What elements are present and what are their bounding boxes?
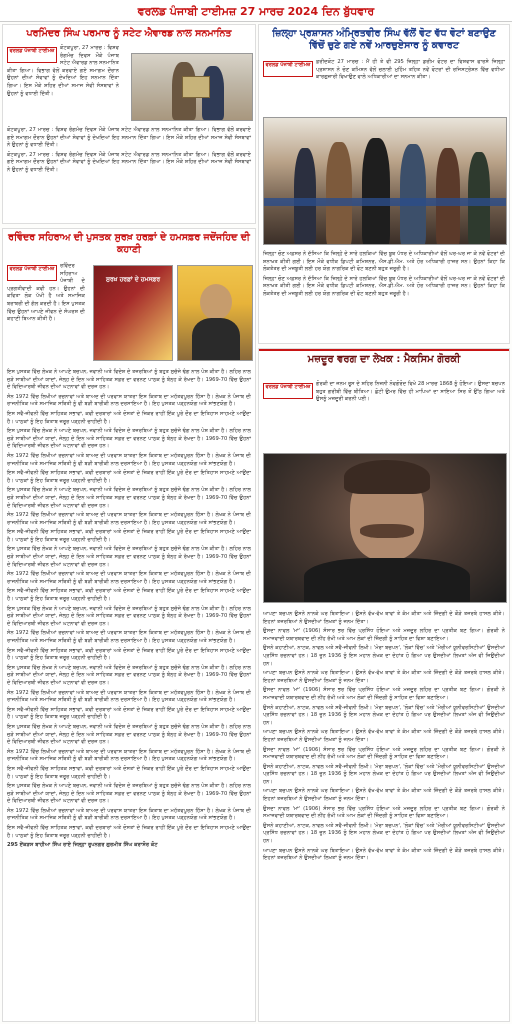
story1-paragraph: ਕੋਟਕਪੂਰਾ, 27 ਮਾਰਚ : ਵਿਸ਼ਵ ਰੰਗਮੰਚ ਦਿਵਸ ਮੌਕੇ ਪੰਜਾਬ ਸਟੇਟ ਐਵਾਰਡ ਨਾਲ ਸਨਮਾਨਿਤ ਕੀਤਾ ਗਿਆ। ਵਿਭਾਗ ਵੱਲੋਂ ਕਰਵਾਏ ਗਏ ਸਮਾਗਮ ਦੌਰਾਨ ਉਹਨਾਂ ਦੀਆਂ ਸੇਵਾਵਾਂ ਨੂੰ ਦੇਖਦਿਆਂ ਇਹ ਸਨਮਾਨ ਦਿੱਤਾ ਗਿਆ। ਇਸ ਮੌਕੇ ਸ਼ਹਿਰ ਦੀਆਂ ਸਮਾਜ ਸੇਵੀ ਸੰਸਥਾਵਾਂ ਨੇ ਉਹਨਾਂ ਨੂੰ ਵਧਾਈ ਦਿੱਤੀ।	[7, 45, 119, 97]
story3-body: ਜ਼ਿਲ੍ਹਾ ਚੋਣ ਅਫ਼ਸਰ ਨੇ ਦੱਸਿਆ ਕਿ ਜ਼ਿਲ੍ਹੇ ਦੇ ਸਾਰੇ ਹਲਕਿਆਂ ਵਿੱਚ ਬੂਥ ਪੱਧਰ ਦੇ ਅਧਿਕਾਰੀਆਂ ਵੱਲੋਂ ਘਰ-ਘਰ ਜਾ ਕੇ ਨਵੇਂ ਵੋਟਰਾਂ ਦੀ ਸ਼ਨਾਖ਼ਤ ਕੀਤੀ ਗਈ। ਇਸ ਮੌਕੇ ਵਧੀਕ ਡਿਪਟੀ ਕਮਿਸ਼ਨਰ, ਐਸ.ਡੀ.ਐਮ. ਅਤੇ ਹੋਰ ਅਧਿਕਾਰੀ ਹਾਜ਼ਰ ਸਨ। ਉਹਨਾਂ ਕਿਹਾ ਕਿ ਲੋਕਤੰਤਰ ਦੀ ਮਜ਼ਬੂਤੀ ਲਈ ਹਰ ਯੋਗ ਨਾਗਰਿਕ ਦੀ ਵੋਟ ਬਣਨੀ ਬਹੁਤ ਜ਼ਰੂਰੀ ਹੈ। ਜ਼ਿਲ੍ਹਾ ਚੋਣ ਅਫ਼ਸਰ ਨੇ ਦੱਸਿਆ ਕਿ ਜ਼ਿਲ੍ਹੇ ਦੇ ਸਾਰੇ ਹਲਕਿਆਂ ਵਿੱਚ ਬੂਥ ਪੱਧਰ ਦੇ ਅਧਿਕਾਰੀਆਂ ਵੱਲੋਂ ਘਰ-ਘਰ ਜਾ ਕੇ ਨਵੇਂ ਵੋਟਰਾਂ ਦੀ ਸ਼ਨਾਖ਼ਤ ਕੀਤੀ ਗਈ। ਇਸ ਮੌਕੇ ਵਧੀਕ ਡਿਪਟੀ ਕਮਿਸ਼ਨਰ, ਐਸ.ਡੀ.ਐਮ. ਅਤੇ ਹੋਰ ਅਧਿਕਾਰੀ ਹਾਜ਼ਰ ਸਨ। ਉਹਨਾਂ ਕਿਹਾ ਕਿ ਲੋਕਤੰਤਰ ਦੀ ਮਜ਼ਬੂਤੀ ਲਈ ਹਰ ਯੋਗ ਨਾਗਰਿਕ ਦੀ ਵੋਟ ਬਣਨੀ ਬਹੁਤ ਜ਼ਰੂਰੀ ਹੈ।	[263, 251, 505, 297]
story4-body: ਆਪਣਾ ਬਚਪਨ ਉਸਨੇ ਨਾਨਕੇ ਘਰ ਬਿਤਾਇਆ। ਉਸਨੇ ਵੱਖ-ਵੱਖ ਥਾਵਾਂ ਤੇ ਕੰਮ ਕੀਤਾ ਅਤੇ ਜ਼ਿੰਦਗੀ ਦੇ ਕੌੜੇ ਤਜਰਬੇ ਹਾਸਲ ਕੀਤੇ। ਇਹਨਾਂ ਤਜਰਬਿਆਂ ਨੇ ਉਸਦੀਆਂ ਲਿਖਤਾਂ ਨੂੰ ਜਨਮ ਦਿੱਤਾ। ਉਸਦਾ ਨਾਵਲ 'ਮਾਂ' (1906) ਸੰਸਾਰ ਭਰ ਵਿੱਚ ਪ੍ਰਸਿੱਧ ਹੋਇਆ ਅਤੇ ਮਜ਼ਦੂਰ ਲਹਿਰ ਦਾ ਪ੍ਰਤੀਕ ਬਣ ਗਿਆ। ਗੋਰਕੀ ਨੇ ਸਮਾਜਵਾਦੀ ਯਥਾਰਥਵਾਦ ਦੀ ਨੀਂਹ ਰੱਖੀ ਅਤੇ ਆਮ ਲੋਕਾਂ ਦੀ ਜ਼ਿੰਦਗੀ ਨੂੰ ਸਾਹਿਤ ਦਾ ਵਿਸ਼ਾ ਬਣਾਇਆ। ਉਸਨੇ ਕਹਾਣੀਆਂ, ਨਾਟਕ, ਨਾਵਲ ਅਤੇ ਸਵੈ-ਜੀਵਨੀ ਲਿਖੀ। 'ਮੇਰਾ ਬਚਪਨ', 'ਲੋਕਾਂ ਵਿੱਚ' ਅਤੇ 'ਮੇਰੀਆਂ ਯੂਨੀਵਰਸਿਟੀਆਂ' ਉਸਦੀਆਂ ਪ੍ਰਸਿੱਧ ਰਚਨਾਵਾਂ ਹਨ। 18 ਜੂਨ 1936 ਨੂੰ ਇਸ ਮਹਾਨ ਲੇਖਕ ਦਾ ਦੇਹਾਂਤ ਹੋ ਗਿਆ ਪਰ ਉਸਦੀਆਂ ਲਿਖਤਾਂ ਅੱਜ ਵੀ ਜਿਉਂਦੀਆਂ ਹਨ। ਆਪਣਾ ਬਚਪਨ ਉਸਨੇ ਨਾਨਕੇ ਘਰ ਬਿਤਾਇਆ। ਉਸਨੇ ਵੱਖ-ਵੱਖ ਥਾਵਾਂ ਤੇ ਕੰਮ ਕੀਤਾ ਅਤੇ ਜ਼ਿੰਦਗੀ ਦੇ ਕੌੜੇ ਤਜਰਬੇ ਹਾਸਲ ਕੀਤੇ। ਇਹਨਾਂ ਤਜਰਬਿਆਂ ਨੇ ਉਸਦੀਆਂ ਲਿਖਤਾਂ ਨੂੰ ਜਨਮ ਦਿੱਤਾ। ਉਸਦਾ ਨਾਵਲ 'ਮਾਂ' (1906) ਸੰਸਾਰ ਭਰ ਵਿੱਚ ਪ੍ਰਸਿੱਧ ਹੋਇਆ ਅਤੇ ਮਜ਼ਦੂਰ ਲਹਿਰ ਦਾ ਪ੍ਰਤੀਕ ਬਣ ਗਿਆ। ਗੋਰਕੀ ਨੇ ਸਮਾਜਵਾਦੀ ਯਥਾਰਥਵਾਦ ਦੀ ਨੀਂਹ ਰੱਖੀ ਅਤੇ ਆਮ ਲੋਕਾਂ ਦੀ ਜ਼ਿੰਦਗੀ ਨੂੰ ਸਾਹਿਤ ਦਾ ਵਿਸ਼ਾ ਬਣਾਇਆ। ਉਸਨੇ ਕਹਾਣੀਆਂ, ਨਾਟਕ, ਨਾਵਲ ਅਤੇ ਸਵੈ-ਜੀਵਨੀ ਲਿਖੀ। 'ਮੇਰਾ ਬਚਪਨ', 'ਲੋਕਾਂ ਵਿੱਚ' ਅਤੇ 'ਮੇਰੀਆਂ ਯੂਨੀਵਰਸਿਟੀਆਂ' ਉਸਦੀਆਂ ਪ੍ਰਸਿੱਧ ਰਚਨਾਵਾਂ ਹਨ। 18 ਜੂਨ 1936 ਨੂੰ ਇਸ ਮਹਾਨ ਲੇਖਕ ਦਾ ਦੇਹਾਂਤ ਹੋ ਗਿਆ ਪਰ ਉਸਦੀਆਂ ਲਿਖਤਾਂ ਅੱਜ ਵੀ ਜਿਉਂਦੀਆਂ ਹਨ। ਆਪਣਾ ਬਚਪਨ ਉਸਨੇ ਨਾਨਕੇ ਘਰ ਬਿਤਾਇਆ। ਉਸਨੇ ਵੱਖ-ਵੱਖ ਥਾਵਾਂ ਤੇ ਕੰਮ ਕੀਤਾ ਅਤੇ ਜ਼ਿੰਦਗੀ ਦੇ ਕੌੜੇ ਤਜਰਬੇ ਹਾਸਲ ਕੀਤੇ। ਇਹਨਾਂ ਤਜਰਬਿਆਂ ਨੇ ਉਸਦੀਆਂ ਲਿਖਤਾਂ ਨੂੰ ਜਨਮ ਦਿੱਤਾ। ਉਸਦਾ ਨਾਵਲ 'ਮਾਂ' (1906) ਸੰਸਾਰ ਭਰ ਵਿੱਚ ਪ੍ਰਸਿੱਧ ਹੋਇਆ ਅਤੇ ਮਜ਼ਦੂਰ ਲਹਿਰ ਦਾ ਪ੍ਰਤੀਕ ਬਣ ਗਿਆ। ਗੋਰਕੀ ਨੇ ਸਮਾਜਵਾਦੀ ਯਥਾਰਥਵਾਦ ਦੀ ਨੀਂਹ ਰੱਖੀ ਅਤੇ ਆਮ ਲੋਕਾਂ ਦੀ ਜ਼ਿੰਦਗੀ ਨੂੰ ਸਾਹਿਤ ਦਾ ਵਿਸ਼ਾ ਬਣਾਇਆ। ਉਸਨੇ ਕਹਾਣੀਆਂ, ਨਾਟਕ, ਨਾਵਲ ਅਤੇ ਸਵੈ-ਜੀਵਨੀ ਲਿਖੀ। 'ਮੇਰਾ ਬਚਪਨ', 'ਲੋਕਾਂ ਵਿੱਚ' ਅਤੇ 'ਮੇਰੀਆਂ ਯੂਨੀਵਰਸਿਟੀਆਂ' ਉਸਦੀਆਂ ਪ੍ਰਸਿੱਧ ਰਚਨਾਵਾਂ ਹਨ। 18 ਜੂਨ 1936 ਨੂੰ ਇਸ ਮਹਾਨ ਲੇਖਕ ਦਾ ਦੇਹਾਂਤ ਹੋ ਗਿਆ ਪਰ ਉਸਦੀਆਂ ਲਿਖਤਾਂ ਅੱਜ ਵੀ ਜਿਉਂਦੀਆਂ ਹਨ। ਆਪਣਾ ਬਚਪਨ ਉਸਨੇ ਨਾਨਕੇ ਘਰ ਬਿਤਾਇਆ। ਉਸਨੇ ਵੱਖ-ਵੱਖ ਥਾਵਾਂ ਤੇ ਕੰਮ ਕੀਤਾ ਅਤੇ ਜ਼ਿੰਦਗੀ ਦੇ ਕੌੜੇ ਤਜਰਬੇ ਹਾਸਲ ਕੀਤੇ। ਇਹਨਾਂ ਤਜਰਬਿਆਂ ਨੇ ਉਸਦੀਆਂ ਲਿਖਤਾਂ ਨੂੰ ਜਨਮ ਦਿੱਤਾ। ਉਸਦਾ ਨਾਵਲ 'ਮਾਂ' (1906) ਸੰਸਾਰ ਭਰ ਵਿੱਚ ਪ੍ਰਸਿੱਧ ਹੋਇਆ ਅਤੇ ਮਜ਼ਦੂਰ ਲਹਿਰ ਦਾ ਪ੍ਰਤੀਕ ਬਣ ਗਿਆ। ਗੋਰਕੀ ਨੇ ਸਮਾਜਵਾਦੀ ਯਥਾਰਥਵਾਦ ਦੀ ਨੀਂਹ ਰੱਖੀ ਅਤੇ ਆਮ ਲੋਕਾਂ ਦੀ ਜ਼ਿੰਦਗੀ ਨੂੰ ਸਾਹਿਤ ਦਾ ਵਿਸ਼ਾ ਬਣਾਇਆ। ਉਸਨੇ ਕਹਾਣੀਆਂ, ਨਾਟਕ, ਨਾਵਲ ਅਤੇ ਸਵੈ-ਜੀਵਨੀ ਲਿਖੀ। 'ਮੇਰਾ ਬਚਪਨ', 'ਲੋਕਾਂ ਵਿੱਚ' ਅਤੇ 'ਮੇਰੀਆਂ ਯੂਨੀਵਰਸਿਟੀਆਂ' ਉਸਦੀਆਂ ਪ੍ਰਸਿੱਧ ਰਚਨਾਵਾਂ ਹਨ। 18 ਜੂਨ 1936 ਨੂੰ ਇਸ ਮਹਾਨ ਲੇਖਕ ਦਾ ਦੇਹਾਂਤ ਹੋ ਗਿਆ ਪਰ ਉਸਦੀਆਂ ਲਿਖਤਾਂ ਅੱਜ ਵੀ ਜਿਉਂਦੀਆਂ ਹਨ। ਆਪਣਾ ਬਚਪਨ ਉਸਨੇ ਨਾਨਕੇ ਘਰ ਬਿਤਾਇਆ। ਉਸਨੇ ਵੱਖ-ਵੱਖ ਥਾਵਾਂ ਤੇ ਕੰਮ ਕੀਤਾ ਅਤੇ ਜ਼ਿੰਦਗੀ ਦੇ ਕੌੜੇ ਤਜਰਬੇ ਹਾਸਲ ਕੀਤੇ। ਇਹਨਾਂ ਤਜਰਬਿਆਂ ਨੇ ਉਸਦੀਆਂ ਲਿਖਤਾਂ ਨੂੰ ਜਨਮ ਦਿੱਤਾ।	[263, 611, 505, 862]
right-column	[258, 24, 510, 1022]
gorky-portrait-photo	[263, 453, 507, 603]
book-cover-photo	[93, 265, 173, 361]
award-photo	[131, 53, 253, 121]
story4-headline: ਮਜ਼ਦੂਰ ਵਰਗ ਦਾ ਲੇਖਕ : ਮੈਕਸਿਮ ਗੋਰਕੀ	[307, 354, 461, 365]
story-voter-award	[258, 24, 510, 344]
author-photo	[177, 265, 253, 361]
story2-reviewer: 295 ਏਂਕੜਸ ਬਾਹੀਆ ਸਿੰਘ ਰਾਏ ਜਿਲ੍ਹਾ ਰੂਪਨਗਰ ਗੁਰਮੀਤ ਸਿੰਘ ਕਰਾਸੋਰ ਕੋਟ	[7, 842, 158, 849]
story-maxim-gorky	[258, 348, 510, 1022]
story4-intro: ਵਰਲਡ ਪੰਜਾਬੀ ਟਾਈਮਜ਼ ਗੋਰਕੀ ਦਾ ਜਨਮ ਰੂਸ ਦੇ ਸ਼ਹਿਰ ਨਿਜ਼ਨੀ ਨੋਵਗੋਰੋਦ ਵਿਖੇ 28 ਮਾਰਚ 1868 ਨੂੰ ਹੋਇਆ। ਉਸਦਾ ਬਚਪਨ ਬਹੁਤ ਗਰੀਬੀ ਵਿੱਚ ਬੀਤਿਆ। ਛੋਟੀ ਉਮਰ ਵਿੱਚ ਹੀ ਮਾਪਿਆਂ ਦਾ ਸਾਇਆ ਸਿਰ ਤੋਂ ਉੱਠ ਗਿਆ ਅਤੇ ਉਸਨੂੰ ਮਜ਼ਦੂਰੀ ਕਰਨੀ ਪਈ।	[259, 379, 509, 408]
story-book-review	[2, 228, 256, 1022]
story2-body: ਇਸ ਪੁਸਤਕ ਵਿੱਚ ਲੇਖਕ ਨੇ ਆਪਣੇ ਬਚਪਨ, ਜਵਾਨੀ ਅਤੇ ਵਿਦੇਸ਼ ਦੇ ਤਜਰਬਿਆਂ ਨੂੰ ਬਹੁਤ ਸੁਚੱਜੇ ਢੰਗ ਨਾਲ ਪੇਸ਼ ਕੀਤਾ ਹੈ। ਲਹਿਰ ਨਾਲ ਜੁੜੇ ਸਾਥੀਆਂ ਦੀਆਂ ਯਾਦਾਂ, ਜੇਲ੍ਹ ਦੇ ਦਿਨ ਅਤੇ ਸਾਹਿਤਕ ਸਫ਼ਰ ਦਾ ਵਰਨਣ ਪਾਠਕ ਨੂੰ ਬੰਨ੍ਹ ਕੇ ਰੱਖਦਾ ਹੈ। 1969-70 ਵਿੱਚ ਉਹਨਾਂ ਦੇ ਵਿਦਿਆਰਥੀ ਜੀਵਨ ਦੀਆਂ ਘਟਨਾਵਾਂ ਵੀ ਦਰਜ ਹਨ। ਸੰਨ 1972 ਵਿੱਚ ਲਿਖੀਆਂ ਰਚਨਾਵਾਂ ਅਤੇ ਬਾਅਦ ਦੀ ਪਰਵਾਸ ਯਾਤਰਾ ਇਸ ਕਿਤਾਬ ਦਾ ਮਹੱਤਵਪੂਰਨ ਹਿੱਸਾ ਹੈ। ਲੇਖਕ ਨੇ ਪੰਜਾਬ ਦੀ ਰਾਜਨੀਤਿਕ ਅਤੇ ਸਮਾਜਿਕ ਸਥਿਤੀ ਨੂੰ ਵੀ ਬੜੀ ਬਾਰੀਕੀ ਨਾਲ ਦਰਸਾਇਆ ਹੈ। ਇਹ ਪੁਸਤਕ ਪੜ੍ਹਨਯੋਗ ਅਤੇ ਸਾਂਭਣਯੋਗ ਹੈ। ਇਸ ਸਵੈ-ਜੀਵਨੀ ਵਿੱਚ ਸਾਹਿਤਕ ਸਭਾਵਾਂ, ਕਵੀ ਦਰਬਾਰਾਂ ਅਤੇ ਦੋਸਤਾਂ ਦੇ ਜ਼ਿਕਰ ਰਾਹੀਂ ਇੱਕ ਪੂਰੇ ਦੌਰ ਦਾ ਇਤਿਹਾਸ ਸਾਹਮਣੇ ਆਉਂਦਾ ਹੈ। ਪਾਠਕਾਂ ਨੂੰ ਇਹ ਕਿਤਾਬ ਜ਼ਰੂਰ ਪੜ੍ਹਨੀ ਚਾਹੀਦੀ ਹੈ। ਇਸ ਪੁਸਤਕ ਵਿੱਚ ਲੇਖਕ ਨੇ ਆਪਣੇ ਬਚਪਨ, ਜਵਾਨੀ ਅਤੇ ਵਿਦੇਸ਼ ਦੇ ਤਜਰਬਿਆਂ ਨੂੰ ਬਹੁਤ ਸੁਚੱਜੇ ਢੰਗ ਨਾਲ ਪੇਸ਼ ਕੀਤਾ ਹੈ। ਲਹਿਰ ਨਾਲ ਜੁੜੇ ਸਾਥੀਆਂ ਦੀਆਂ ਯਾਦਾਂ, ਜੇਲ੍ਹ ਦੇ ਦਿਨ ਅਤੇ ਸਾਹਿਤਕ ਸਫ਼ਰ ਦਾ ਵਰਨਣ ਪਾਠਕ ਨੂੰ ਬੰਨ੍ਹ ਕੇ ਰੱਖਦਾ ਹੈ। 1969-70 ਵਿੱਚ ਉਹਨਾਂ ਦੇ ਵਿਦਿਆਰਥੀ ਜੀਵਨ ਦੀਆਂ ਘਟਨਾਵਾਂ ਵੀ ਦਰਜ ਹਨ। ਸੰਨ 1972 ਵਿੱਚ ਲਿਖੀਆਂ ਰਚਨਾਵਾਂ ਅਤੇ ਬਾਅਦ ਦੀ ਪਰਵਾਸ ਯਾਤਰਾ ਇਸ ਕਿਤਾਬ ਦਾ ਮਹੱਤਵਪੂਰਨ ਹਿੱਸਾ ਹੈ। ਲੇਖਕ ਨੇ ਪੰਜਾਬ ਦੀ ਰਾਜਨੀਤਿਕ ਅਤੇ ਸਮਾਜਿਕ ਸਥਿਤੀ ਨੂੰ ਵੀ ਬੜੀ ਬਾਰੀਕੀ ਨਾਲ ਦਰਸਾਇਆ ਹੈ। ਇਹ ਪੁਸਤਕ ਪੜ੍ਹਨਯੋਗ ਅਤੇ ਸਾਂਭਣਯੋਗ ਹੈ। ਇਸ ਸਵੈ-ਜੀਵਨੀ ਵਿੱਚ ਸਾਹਿਤਕ ਸਭਾਵਾਂ, ਕਵੀ ਦਰਬਾਰਾਂ ਅਤੇ ਦੋਸਤਾਂ ਦੇ ਜ਼ਿਕਰ ਰਾਹੀਂ ਇੱਕ ਪੂਰੇ ਦੌਰ ਦਾ ਇਤਿਹਾਸ ਸਾਹਮਣੇ ਆਉਂਦਾ ਹੈ। ਪਾਠਕਾਂ ਨੂੰ ਇਹ ਕਿਤਾਬ ਜ਼ਰੂਰ ਪੜ੍ਹਨੀ ਚਾਹੀਦੀ ਹੈ। ਇਸ ਪੁਸਤਕ ਵਿੱਚ ਲੇਖਕ ਨੇ ਆਪਣੇ ਬਚਪਨ, ਜਵਾਨੀ ਅਤੇ ਵਿਦੇਸ਼ ਦੇ ਤਜਰਬਿਆਂ ਨੂੰ ਬਹੁਤ ਸੁਚੱਜੇ ਢੰਗ ਨਾਲ ਪੇਸ਼ ਕੀਤਾ ਹੈ। ਲਹਿਰ ਨਾਲ ਜੁੜੇ ਸਾਥੀਆਂ ਦੀਆਂ ਯਾਦਾਂ, ਜੇਲ੍ਹ ਦੇ ਦਿਨ ਅਤੇ ਸਾਹਿਤਕ ਸਫ਼ਰ ਦਾ ਵਰਨਣ ਪਾਠਕ ਨੂੰ ਬੰਨ੍ਹ ਕੇ ਰੱਖਦਾ ਹੈ। 1969-70 ਵਿੱਚ ਉਹਨਾਂ ਦੇ ਵਿਦਿਆਰਥੀ ਜੀਵਨ ਦੀਆਂ ਘਟਨਾਵਾਂ ਵੀ ਦਰਜ ਹਨ। ਸੰਨ 1972 ਵਿੱਚ ਲਿਖੀਆਂ ਰਚਨਾਵਾਂ ਅਤੇ ਬਾਅਦ ਦੀ ਪਰਵਾਸ ਯਾਤਰਾ ਇਸ ਕਿਤਾਬ ਦਾ ਮਹੱਤਵਪੂਰਨ ਹਿੱਸਾ ਹੈ। ਲੇਖਕ ਨੇ ਪੰਜਾਬ ਦੀ ਰਾਜਨੀਤਿਕ ਅਤੇ ਸਮਾਜਿਕ ਸਥਿਤੀ ਨੂੰ ਵੀ ਬੜੀ ਬਾਰੀਕੀ ਨਾਲ ਦਰਸਾਇਆ ਹੈ। ਇਹ ਪੁਸਤਕ ਪੜ੍ਹਨਯੋਗ ਅਤੇ ਸਾਂਭਣਯੋਗ ਹੈ। ਇਸ ਸਵੈ-ਜੀਵਨੀ ਵਿੱਚ ਸਾਹਿਤਕ ਸਭਾਵਾਂ, ਕਵੀ ਦਰਬਾਰਾਂ ਅਤੇ ਦੋਸਤਾਂ ਦੇ ਜ਼ਿਕਰ ਰਾਹੀਂ ਇੱਕ ਪੂਰੇ ਦੌਰ ਦਾ ਇਤਿਹਾਸ ਸਾਹਮਣੇ ਆਉਂਦਾ ਹੈ। ਪਾਠਕਾਂ ਨੂੰ ਇਹ ਕਿਤਾਬ ਜ਼ਰੂਰ ਪੜ੍ਹਨੀ ਚਾਹੀਦੀ ਹੈ। ਇਸ ਪੁਸਤਕ ਵਿੱਚ ਲੇਖਕ ਨੇ ਆਪਣੇ ਬਚਪਨ, ਜਵਾਨੀ ਅਤੇ ਵਿਦੇਸ਼ ਦੇ ਤਜਰਬਿਆਂ ਨੂੰ ਬਹੁਤ ਸੁਚੱਜੇ ਢੰਗ ਨਾਲ ਪੇਸ਼ ਕੀਤਾ ਹੈ। ਲਹਿਰ ਨਾਲ ਜੁੜੇ ਸਾਥੀਆਂ ਦੀਆਂ ਯਾਦਾਂ, ਜੇਲ੍ਹ ਦੇ ਦਿਨ ਅਤੇ ਸਾਹਿਤਕ ਸਫ਼ਰ ਦਾ ਵਰਨਣ ਪਾਠਕ ਨੂੰ ਬੰਨ੍ਹ ਕੇ ਰੱਖਦਾ ਹੈ। 1969-70 ਵਿੱਚ ਉਹਨਾਂ ਦੇ ਵਿਦਿਆਰਥੀ ਜੀਵਨ ਦੀਆਂ ਘਟਨਾਵਾਂ ਵੀ ਦਰਜ ਹਨ। ਸੰਨ 1972 ਵਿੱਚ ਲਿਖੀਆਂ ਰਚਨਾਵਾਂ ਅਤੇ ਬਾਅਦ ਦੀ ਪਰਵਾਸ ਯਾਤਰਾ ਇਸ ਕਿਤਾਬ ਦਾ ਮਹੱਤਵਪੂਰਨ ਹਿੱਸਾ ਹੈ। ਲੇਖਕ ਨੇ ਪੰਜਾਬ ਦੀ ਰਾਜਨੀਤਿਕ ਅਤੇ ਸਮਾਜਿਕ ਸਥਿਤੀ ਨੂੰ ਵੀ ਬੜੀ ਬਾਰੀਕੀ ਨਾਲ ਦਰਸਾਇਆ ਹੈ। ਇਹ ਪੁਸਤਕ ਪੜ੍ਹਨਯੋਗ ਅਤੇ ਸਾਂਭਣਯੋਗ ਹੈ। ਇਸ ਸਵੈ-ਜੀਵਨੀ ਵਿੱਚ ਸਾਹਿਤਕ ਸਭਾਵਾਂ, ਕਵੀ ਦਰਬਾਰਾਂ ਅਤੇ ਦੋਸਤਾਂ ਦੇ ਜ਼ਿਕਰ ਰਾਹੀਂ ਇੱਕ ਪੂਰੇ ਦੌਰ ਦਾ ਇਤਿਹਾਸ ਸਾਹਮਣੇ ਆਉਂਦਾ ਹੈ। ਪਾਠਕਾਂ ਨੂੰ ਇਹ ਕਿਤਾਬ ਜ਼ਰੂਰ ਪੜ੍ਹਨੀ ਚਾਹੀਦੀ ਹੈ। ਇਸ ਪੁਸਤਕ ਵਿੱਚ ਲੇਖਕ ਨੇ ਆਪਣੇ ਬਚਪਨ, ਜਵਾਨੀ ਅਤੇ ਵਿਦੇਸ਼ ਦੇ ਤਜਰਬਿਆਂ ਨੂੰ ਬਹੁਤ ਸੁਚੱਜੇ ਢੰਗ ਨਾਲ ਪੇਸ਼ ਕੀਤਾ ਹੈ। ਲਹਿਰ ਨਾਲ ਜੁੜੇ ਸਾਥੀਆਂ ਦੀਆਂ ਯਾਦਾਂ, ਜੇਲ੍ਹ ਦੇ ਦਿਨ ਅਤੇ ਸਾਹਿਤਕ ਸਫ਼ਰ ਦਾ ਵਰਨਣ ਪਾਠਕ ਨੂੰ ਬੰਨ੍ਹ ਕੇ ਰੱਖਦਾ ਹੈ। 1969-70 ਵਿੱਚ ਉਹਨਾਂ ਦੇ ਵਿਦਿਆਰਥੀ ਜੀਵਨ ਦੀਆਂ ਘਟਨਾਵਾਂ ਵੀ ਦਰਜ ਹਨ। ਸੰਨ 1972 ਵਿੱਚ ਲਿਖੀਆਂ ਰਚਨਾਵਾਂ ਅਤੇ ਬਾਅਦ ਦੀ ਪਰਵਾਸ ਯਾਤਰਾ ਇਸ ਕਿਤਾਬ ਦਾ ਮਹੱਤਵਪੂਰਨ ਹਿੱਸਾ ਹੈ। ਲੇਖਕ ਨੇ ਪੰਜਾਬ ਦੀ ਰਾਜਨੀਤਿਕ ਅਤੇ ਸਮਾਜਿਕ ਸਥਿਤੀ ਨੂੰ ਵੀ ਬੜੀ ਬਾਰੀਕੀ ਨਾਲ ਦਰਸਾਇਆ ਹੈ। ਇਹ ਪੁਸਤਕ ਪੜ੍ਹਨਯੋਗ ਅਤੇ ਸਾਂਭਣਯੋਗ ਹੈ। ਇਸ ਸਵੈ-ਜੀਵਨੀ ਵਿੱਚ ਸਾਹਿਤਕ ਸਭਾਵਾਂ, ਕਵੀ ਦਰਬਾਰਾਂ ਅਤੇ ਦੋਸਤਾਂ ਦੇ ਜ਼ਿਕਰ ਰਾਹੀਂ ਇੱਕ ਪੂਰੇ ਦੌਰ ਦਾ ਇਤਿਹਾਸ ਸਾਹਮਣੇ ਆਉਂਦਾ ਹੈ। ਪਾਠਕਾਂ ਨੂੰ ਇਹ ਕਿਤਾਬ ਜ਼ਰੂਰ ਪੜ੍ਹਨੀ ਚਾਹੀਦੀ ਹੈ। ਇਸ ਪੁਸਤਕ ਵਿੱਚ ਲੇਖਕ ਨੇ ਆਪਣੇ ਬਚਪਨ, ਜਵਾਨੀ ਅਤੇ ਵਿਦੇਸ਼ ਦੇ ਤਜਰਬਿਆਂ ਨੂੰ ਬਹੁਤ ਸੁਚੱਜੇ ਢੰਗ ਨਾਲ ਪੇਸ਼ ਕੀਤਾ ਹੈ। ਲਹਿਰ ਨਾਲ ਜੁੜੇ ਸਾਥੀਆਂ ਦੀਆਂ ਯਾਦਾਂ, ਜੇਲ੍ਹ ਦੇ ਦਿਨ ਅਤੇ ਸਾਹਿਤਕ ਸਫ਼ਰ ਦਾ ਵਰਨਣ ਪਾਠਕ ਨੂੰ ਬੰਨ੍ਹ ਕੇ ਰੱਖਦਾ ਹੈ। 1969-70 ਵਿੱਚ ਉਹਨਾਂ ਦੇ ਵਿਦਿਆਰਥੀ ਜੀਵਨ ਦੀਆਂ ਘਟਨਾਵਾਂ ਵੀ ਦਰਜ ਹਨ। ਸੰਨ 1972 ਵਿੱਚ ਲਿਖੀਆਂ ਰਚਨਾਵਾਂ ਅਤੇ ਬਾਅਦ ਦੀ ਪਰਵਾਸ ਯਾਤਰਾ ਇਸ ਕਿਤਾਬ ਦਾ ਮਹੱਤਵਪੂਰਨ ਹਿੱਸਾ ਹੈ। ਲੇਖਕ ਨੇ ਪੰਜਾਬ ਦੀ ਰਾਜਨੀਤਿਕ ਅਤੇ ਸਮਾਜਿਕ ਸਥਿਤੀ ਨੂੰ ਵੀ ਬੜੀ ਬਾਰੀਕੀ ਨਾਲ ਦਰਸਾਇਆ ਹੈ। ਇਹ ਪੁਸਤਕ ਪੜ੍ਹਨਯੋਗ ਅਤੇ ਸਾਂਭਣਯੋਗ ਹੈ। ਇਸ ਸਵੈ-ਜੀਵਨੀ ਵਿੱਚ ਸਾਹਿਤਕ ਸਭਾਵਾਂ, ਕਵੀ ਦਰਬਾਰਾਂ ਅਤੇ ਦੋਸਤਾਂ ਦੇ ਜ਼ਿਕਰ ਰਾਹੀਂ ਇੱਕ ਪੂਰੇ ਦੌਰ ਦਾ ਇਤਿਹਾਸ ਸਾਹਮਣੇ ਆਉਂਦਾ ਹੈ। ਪਾਠਕਾਂ ਨੂੰ ਇਹ ਕਿਤਾਬ ਜ਼ਰੂਰ ਪੜ੍ਹਨੀ ਚਾਹੀਦੀ ਹੈ। ਇਸ ਪੁਸਤਕ ਵਿੱਚ ਲੇਖਕ ਨੇ ਆਪਣੇ ਬਚਪਨ, ਜਵਾਨੀ ਅਤੇ ਵਿਦੇਸ਼ ਦੇ ਤਜਰਬਿਆਂ ਨੂੰ ਬਹੁਤ ਸੁਚੱਜੇ ਢੰਗ ਨਾਲ ਪੇਸ਼ ਕੀਤਾ ਹੈ। ਲਹਿਰ ਨਾਲ ਜੁੜੇ ਸਾਥੀਆਂ ਦੀਆਂ ਯਾਦਾਂ, ਜੇਲ੍ਹ ਦੇ ਦਿਨ ਅਤੇ ਸਾਹਿਤਕ ਸਫ਼ਰ ਦਾ ਵਰਨਣ ਪਾਠਕ ਨੂੰ ਬੰਨ੍ਹ ਕੇ ਰੱਖਦਾ ਹੈ। 1969-70 ਵਿੱਚ ਉਹਨਾਂ ਦੇ ਵਿਦਿਆਰਥੀ ਜੀਵਨ ਦੀਆਂ ਘਟਨਾਵਾਂ ਵੀ ਦਰਜ ਹਨ। ਸੰਨ 1972 ਵਿੱਚ ਲਿਖੀਆਂ ਰਚਨਾਵਾਂ ਅਤੇ ਬਾਅਦ ਦੀ ਪਰਵਾਸ ਯਾਤਰਾ ਇਸ ਕਿਤਾਬ ਦਾ ਮਹੱਤਵਪੂਰਨ ਹਿੱਸਾ ਹੈ। ਲੇਖਕ ਨੇ ਪੰਜਾਬ ਦੀ ਰਾਜਨੀਤਿਕ ਅਤੇ ਸਮਾਜਿਕ ਸਥਿਤੀ ਨੂੰ ਵੀ ਬੜੀ ਬਾਰੀਕੀ ਨਾਲ ਦਰਸਾਇਆ ਹੈ। ਇਹ ਪੁਸਤਕ ਪੜ੍ਹਨਯੋਗ ਅਤੇ ਸਾਂਭਣਯੋਗ ਹੈ। ਇਸ ਸਵੈ-ਜੀਵਨੀ ਵਿੱਚ ਸਾਹਿਤਕ ਸਭਾਵਾਂ, ਕਵੀ ਦਰਬਾਰਾਂ ਅਤੇ ਦੋਸਤਾਂ ਦੇ ਜ਼ਿਕਰ ਰਾਹੀਂ ਇੱਕ ਪੂਰੇ ਦੌਰ ਦਾ ਇਤਿਹਾਸ ਸਾਹਮਣੇ ਆਉਂਦਾ ਹੈ। ਪਾਠਕਾਂ ਨੂੰ ਇਹ ਕਿਤਾਬ ਜ਼ਰੂਰ ਪੜ੍ਹਨੀ ਚਾਹੀਦੀ ਹੈ। ਇਸ ਪੁਸਤਕ ਵਿੱਚ ਲੇਖਕ ਨੇ ਆਪਣੇ ਬਚਪਨ, ਜਵਾਨੀ ਅਤੇ ਵਿਦੇਸ਼ ਦੇ ਤਜਰਬਿਆਂ ਨੂੰ ਬਹੁਤ ਸੁਚੱਜੇ ਢੰਗ ਨਾਲ ਪੇਸ਼ ਕੀਤਾ ਹੈ। ਲਹਿਰ ਨਾਲ ਜੁੜੇ ਸਾਥੀਆਂ ਦੀਆਂ ਯਾਦਾਂ, ਜੇਲ੍ਹ ਦੇ ਦਿਨ ਅਤੇ ਸਾਹਿਤਕ ਸਫ਼ਰ ਦਾ ਵਰਨਣ ਪਾਠਕ ਨੂੰ ਬੰਨ੍ਹ ਕੇ ਰੱਖਦਾ ਹੈ। 1969-70 ਵਿੱਚ ਉਹਨਾਂ ਦੇ ਵਿਦਿਆਰਥੀ ਜੀਵਨ ਦੀਆਂ ਘਟਨਾਵਾਂ ਵੀ ਦਰਜ ਹਨ। ਸੰਨ 1972 ਵਿੱਚ ਲਿਖੀਆਂ ਰਚਨਾਵਾਂ ਅਤੇ ਬਾਅਦ ਦੀ ਪਰਵਾਸ ਯਾਤਰਾ ਇਸ ਕਿਤਾਬ ਦਾ ਮਹੱਤਵਪੂਰਨ ਹਿੱਸਾ ਹੈ। ਲੇਖਕ ਨੇ ਪੰਜਾਬ ਦੀ ਰਾਜਨੀਤਿਕ ਅਤੇ ਸਮਾਜਿਕ ਸਥਿਤੀ ਨੂੰ ਵੀ ਬੜੀ ਬਾਰੀਕੀ ਨਾਲ ਦਰਸਾਇਆ ਹੈ। ਇਹ ਪੁਸਤਕ ਪੜ੍ਹਨਯੋਗ ਅਤੇ ਸਾਂਭਣਯੋਗ ਹੈ। ਇਸ ਸਵੈ-ਜੀਵਨੀ ਵਿੱਚ ਸਾਹਿਤਕ ਸਭਾਵਾਂ, ਕਵੀ ਦਰਬਾਰਾਂ ਅਤੇ ਦੋਸਤਾਂ ਦੇ ਜ਼ਿਕਰ ਰਾਹੀਂ ਇੱਕ ਪੂਰੇ ਦੌਰ ਦਾ ਇਤਿਹਾਸ ਸਾਹਮਣੇ ਆਉਂਦਾ ਹੈ। ਪਾਠਕਾਂ ਨੂੰ ਇਹ ਕਿਤਾਬ ਜ਼ਰੂਰ ਪੜ੍ਹਨੀ ਚਾਹੀਦੀ ਹੈ। 295 ਏਂਕੜਸ ਬਾਹੀਆ ਸਿੰਘ ਰਾਏ ਜਿਲ੍ਹਾ ਰੂਪਨਗਰ ਗੁਰਮੀਤ ਸਿੰਘ ਕਰਾਸੋਰ ਕੋਟ	[7, 369, 251, 849]
story1-body-continued: ਕੋਟਕਪੂਰਾ, 27 ਮਾਰਚ : ਵਿਸ਼ਵ ਰੰਗਮੰਚ ਦਿਵਸ ਮੌਕੇ ਪੰਜਾਬ ਸਟੇਟ ਐਵਾਰਡ ਨਾਲ ਸਨਮਾਨਿਤ ਕੀਤਾ ਗਿਆ। ਵਿਭਾਗ ਵੱਲੋਂ ਕਰਵਾਏ ਗਏ ਸਮਾਗਮ ਦੌਰਾਨ ਉਹਨਾਂ ਦੀਆਂ ਸੇਵਾਵਾਂ ਨੂੰ ਦੇਖਦਿਆਂ ਇਹ ਸਨਮਾਨ ਦਿੱਤਾ ਗਿਆ। ਇਸ ਮੌਕੇ ਸ਼ਹਿਰ ਦੀਆਂ ਸਮਾਜ ਸੇਵੀ ਸੰਸਥਾਵਾਂ ਨੇ ਉਹਨਾਂ ਨੂੰ ਵਧਾਈ ਦਿੱਤੀ। ਕੋਟਕਪੂਰਾ, 27 ਮਾਰਚ : ਵਿਸ਼ਵ ਰੰਗਮੰਚ ਦਿਵਸ ਮੌਕੇ ਪੰਜਾਬ ਸਟੇਟ ਐਵਾਰਡ ਨਾਲ ਸਨਮਾਨਿਤ ਕੀਤਾ ਗਿਆ। ਵਿਭਾਗ ਵੱਲੋਂ ਕਰਵਾਏ ਗਏ ਸਮਾਗਮ ਦੌਰਾਨ ਉਹਨਾਂ ਦੀਆਂ ਸੇਵਾਵਾਂ ਨੂੰ ਦੇਖਦਿਆਂ ਇਹ ਸਨਮਾਨ ਦਿੱਤਾ ਗਿਆ। ਇਸ ਮੌਕੇ ਸ਼ਹਿਰ ਦੀਆਂ ਸਮਾਜ ਸੇਵੀ ਸੰਸਥਾਵਾਂ ਨੇ ਉਹਨਾਂ ਨੂੰ ਵਧਾਈ ਦਿੱਤੀ।	[7, 127, 251, 173]
story-parminder	[2, 24, 256, 224]
masthead-title: ਵਰਲਡ ਪੰਜਾਬੀ ਟਾਈਮਜ਼ 27 ਮਾਰਚ 2024 ਦਿਨ ਬੁੱਧਵਾਰ	[137, 5, 375, 18]
story1-headline: ਪਰਮਿੰਦਰ ਸਿੰਘ ਪਰਮਾਰ ਨੂੰ ਸਟੇਟ ਐਵਾਰਡ ਨਾਲ ਸਨਮਾਨਿਤ	[26, 28, 232, 39]
story1-body	[3, 43, 123, 102]
story2-headline: ਰਵਿੰਦਰ ਸਹਿਰਾਅ ਦੀ ਪੁਸਤਕ ਸੁਰਖ਼ ਹਰਫ਼ਾਂ ਦੇ ਹਮਸਫ਼ਰ ਜਦੋਂਜਹਿਦ ਦੀ ਕਹਾਣੀ	[8, 232, 250, 255]
left-column	[2, 24, 256, 1022]
story2-intro: ਵਰਲਡ ਪੰਜਾਬੀ ਟਾਈਮਜ਼ ਰਵਿੰਦਰ ਸਹਿਰਾਅ ਪੰਜਾਬੀ ਦੇ ਪ੍ਰਗਤੀਵਾਦੀ ਕਵੀ ਹਨ। ਉਹਨਾਂ ਦੀ ਕਵਿਤਾ ਲੋਕ ਪੱਖੀ ਹੈ ਅਤੇ ਸਮਾਜਿਕ ਬਰਾਬਰੀ ਦੀ ਗੱਲ ਕਰਦੀ ਹੈ। ਇਸ ਪੁਸਤਕ ਵਿੱਚ ਉਹਨਾਂ ਆਪਣੇ ਜੀਵਨ ਦੇ ਸੰਘਰਸ਼ ਦੀ ਕਹਾਣੀ ਬਿਆਨ ਕੀਤੀ ਹੈ।	[7, 263, 86, 323]
newspaper-logo: ਵਰਲਡ ਪੰਜਾਬੀ ਟਾਈਮਜ਼	[7, 265, 57, 281]
book-cover-title: ਸੁਰਖ਼ ਹਰਫ਼ਾਂ ਦੇ ਹਮਸਫ਼ਰ	[105, 276, 161, 283]
newspaper-logo: ਵਰਲਡ ਪੰਜਾਬੀ ਟਾਈਮਜ਼	[7, 47, 57, 63]
newspaper-logo: ਵਰਲਡ ਪੰਜਾਬੀ ਟਾਈਮਜ਼	[263, 61, 313, 77]
newspaper-logo: ਵਰਲਡ ਪੰਜਾਬੀ ਟਾਈਮਜ਼	[263, 383, 313, 399]
award-ceremony-photo	[263, 117, 507, 245]
masthead	[0, 0, 512, 22]
story3-headline: ਜ਼ਿਲ੍ਹਾ ਪ੍ਰਸ਼ਾਸਨ ਅੰਮ੍ਰਿਤਵੀਰ ਸਿੰਘ ਵੱਲੋਂ ਵੋਟ ਵੱਧ ਵੋਟਾਂ ਬਣਾਉਣ ਵਿੱਚੋਂ ਚੁਣੇ ਗਏ ਨਵੇਂ ਆਰਚੁਏਸਾਰ ਨੂੰ ਕਵਾਰਟ	[272, 28, 496, 51]
story3-intro: ਵਰਲਡ ਪੰਜਾਬੀ ਟਾਈਮਜ਼ ਫ਼ਰੀਦਕੋਟ 27 ਮਾਰਚ : ਮੈਂ ਹੀ ਤੇ ਵੀ 295 ਜ਼ਿਲ੍ਹਾ ਡਰੀਮ ਵੋਟਰ ਦਾ ਵਿਸ਼ਵਾਸ ਫਾਰਸੇ ਜਿਲ੍ਹਾ ਪ੍ਰਸ਼ਾਸਨ ਨੇ ਚੋਣ ਕਮਿਸ਼ਨ ਵੱਲੋਂ ਚਲਾਈ ਮੁਹਿੰਮ ਤਹਿਤ ਨਵੇਂ ਵੋਟਰਾਂ ਦੀ ਰਜਿਸਟ੍ਰੇਸ਼ਨ ਵਿੱਚ ਵਧੀਆ ਕਾਰਗੁਜ਼ਾਰੀ ਵਿਖਾਉਣ ਵਾਲੇ ਅਧਿਕਾਰੀਆਂ ਦਾ ਸਨਮਾਨ ਕੀਤਾ।	[259, 57, 509, 86]
